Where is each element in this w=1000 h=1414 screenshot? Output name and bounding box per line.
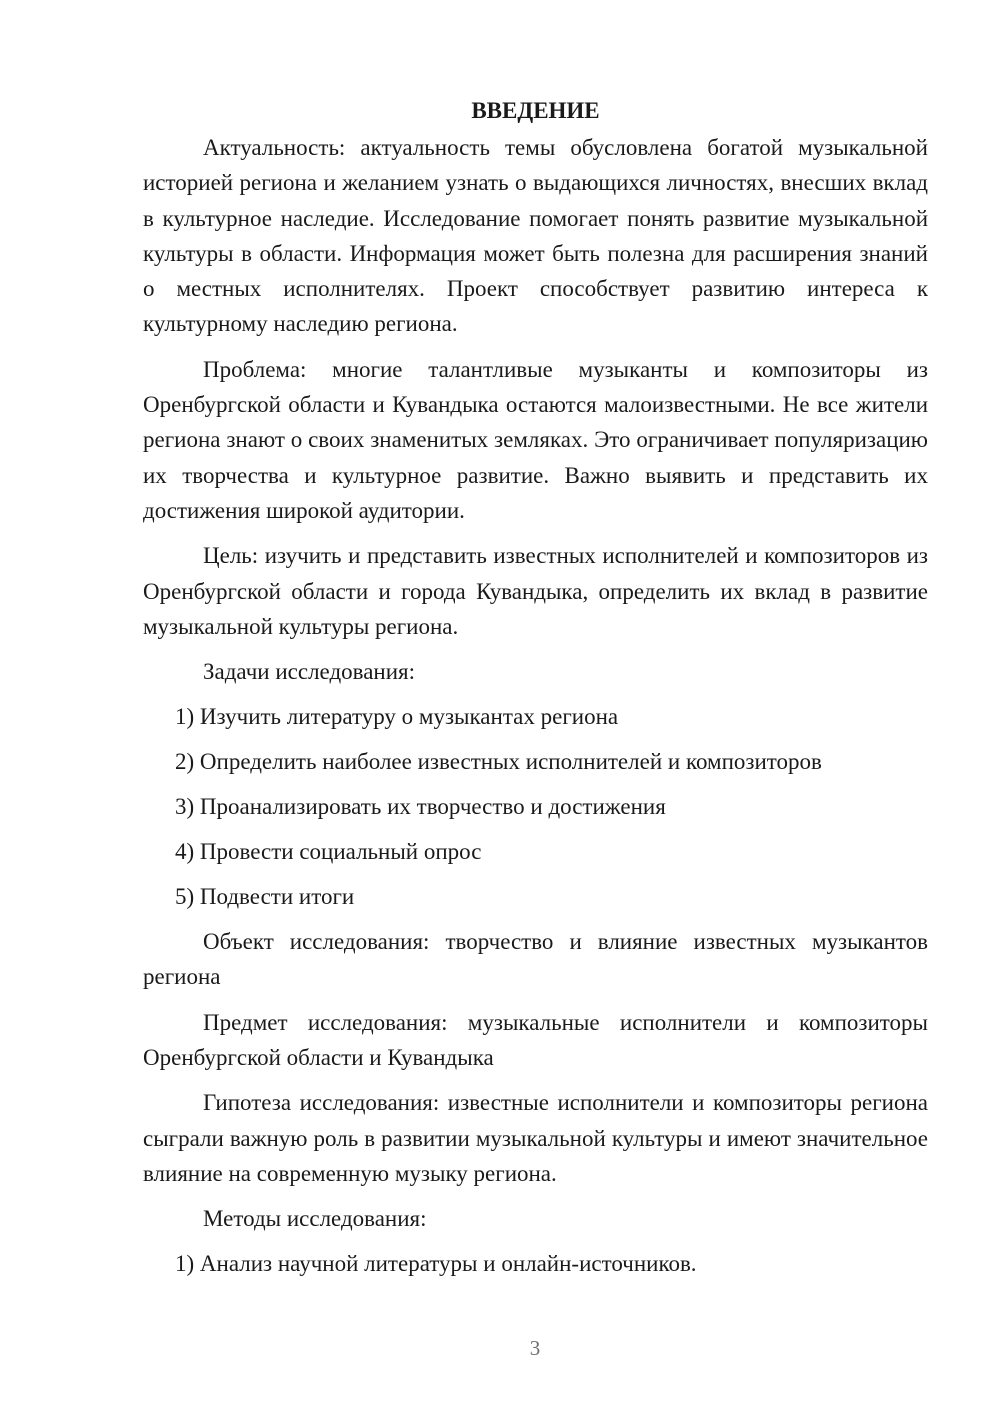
task-item-4: 4) Провести социальный опрос: [175, 839, 482, 865]
hypothesis-paragraph: Гипотеза исследования: известные исполнители и композиторы региона сыграли важную роль в развитии музыкальной культуры и имеют значительное влияние на современную музыку региона.: [143, 1090, 928, 1186]
object-paragraph: Объект исследования: творчество и влияние известных музыкантов региона: [143, 929, 928, 990]
task-item-3: 3) Проанализировать их творчество и достижения: [175, 794, 666, 820]
page-number: 3: [529, 1336, 541, 1360]
document-body: [143, 94, 928, 1291]
task-item-5: 5) Подвести итоги: [175, 884, 355, 910]
task-item-2: 2) Определить наиболее известных исполнителей и композиторов: [175, 749, 822, 775]
subject-paragraph: Предмет исследования: музыкальные исполнители и композиторы Оренбургской области и Кувандыка: [143, 1009, 928, 1071]
task-item-1: 1) Изучить литературу о музыкантах региона: [175, 704, 619, 730]
method-item-1: 1) Анализ научной литературы и онлайн-источников.: [175, 1251, 697, 1277]
goal-paragraph: Цель: изучить и представить известных исполнителей и композиторов из Оренбургской области и города Кувандыка, определить их вклад в развитие музыкальной культуры региона.: [143, 543, 928, 639]
problem-paragraph: Проблема: многие талантливые музыканты и композиторы из Оренбургской области и Кувандыка остаются малоизвестными. Не все жители региона знают о своих знаменитых земляках. Это ограничивает популяризацию их творчества и культурное развитие. Важно выявить и представить их достижения широкой аудитории.: [143, 356, 928, 523]
methods-label: Методы исследования:: [203, 1206, 427, 1232]
tasks-label: Задачи исследования:: [203, 659, 416, 685]
section-heading: ВВЕДЕНИЕ: [471, 98, 600, 123]
relevance-paragraph: Актуальность: актуальность темы обусловлена богатой музыкальной историей региона и желанием узнать о выдающихся личностях, внесших вклад в культурное наследие. Исследование помогает понять развитие музыкальной культуры в области. Информация может быть полезна для расширения знаний о местных исполнителях. Проект способствует развитию интереса к культурному наследию региона.: [143, 135, 928, 337]
